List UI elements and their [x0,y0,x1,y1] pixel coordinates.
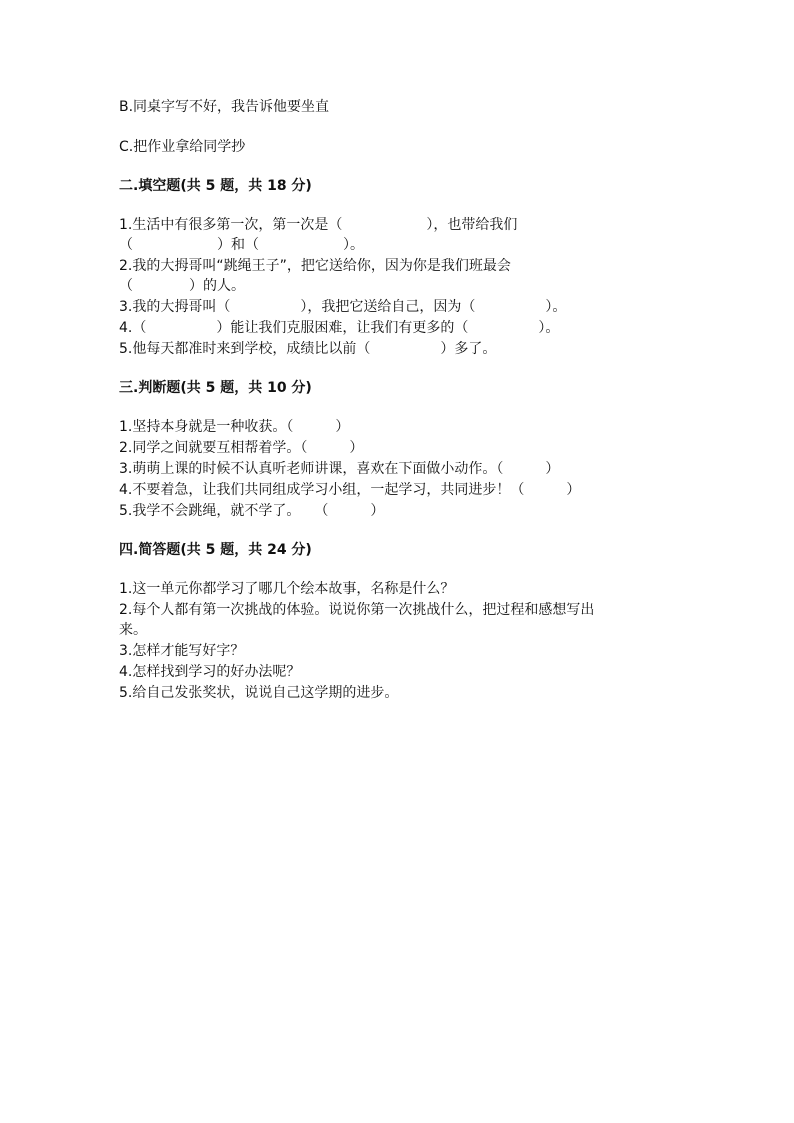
section-heading-true-false: 三.判断题(共 5 题，共 10 分) [119,380,312,396]
question-line: 4.不要着急，让我们共同组成学习小组，一起学习，共同进步！（ ） [119,482,581,498]
question-line: 1.生活中有很多第一次，第一次是（ ），也带给我们 [119,217,518,233]
section-heading-short-answer: 四.简答题(共 5 题，共 24 分) [119,542,312,558]
question-line: 3.怎样才能写好字？ [119,643,245,659]
question-line: 2.同学之间就要互相帮着学。（ ） [119,440,364,456]
question-line: 1.坚持本身就是一种收获。（ ） [119,419,350,435]
question-line: 4.怎样找到学习的好办法呢？ [119,664,301,680]
question-line: 5.他每天都准时来到学校，成绩比以前（ ）多了。 [119,341,497,357]
question-line: （ ）的人。 [119,278,245,294]
question-line: 来。 [119,622,147,638]
section-heading-fill-blank: 二.填空题(共 5 题，共 18 分) [119,178,312,194]
question-line: 4.（ ）能让我们克服困难，让我们有更多的（ ）。 [119,320,560,336]
question-line: 2.每个人都有第一次挑战的体验。说说你第一次挑战什么，把过程和感想写出 [119,602,595,618]
option-b: B.同桌字写不好，我告诉他要坐直 [119,99,330,115]
question-line: 3.萌萌上课的时候不认真听老师讲课，喜欢在下面做小动作。（ ） [119,461,560,477]
option-c: C.把作业拿给同学抄 [119,139,246,155]
question-line: （ ）和（ ）。 [119,237,364,253]
question-line: 5.给自己发张奖状，说说自己这学期的进步。 [119,685,399,701]
question-line: 2.我的大拇哥叫“跳绳王子”，把它送给你，因为你是我们班最会 [119,258,511,274]
question-line: 5.我学不会跳绳，就不学了。 （ ） [119,503,385,519]
question-line: 1.这一单元你都学习了哪几个绘本故事，名称是什么？ [119,581,455,597]
question-line: 3.我的大拇哥叫（ ），我把它送给自己，因为（ ）。 [119,299,567,315]
